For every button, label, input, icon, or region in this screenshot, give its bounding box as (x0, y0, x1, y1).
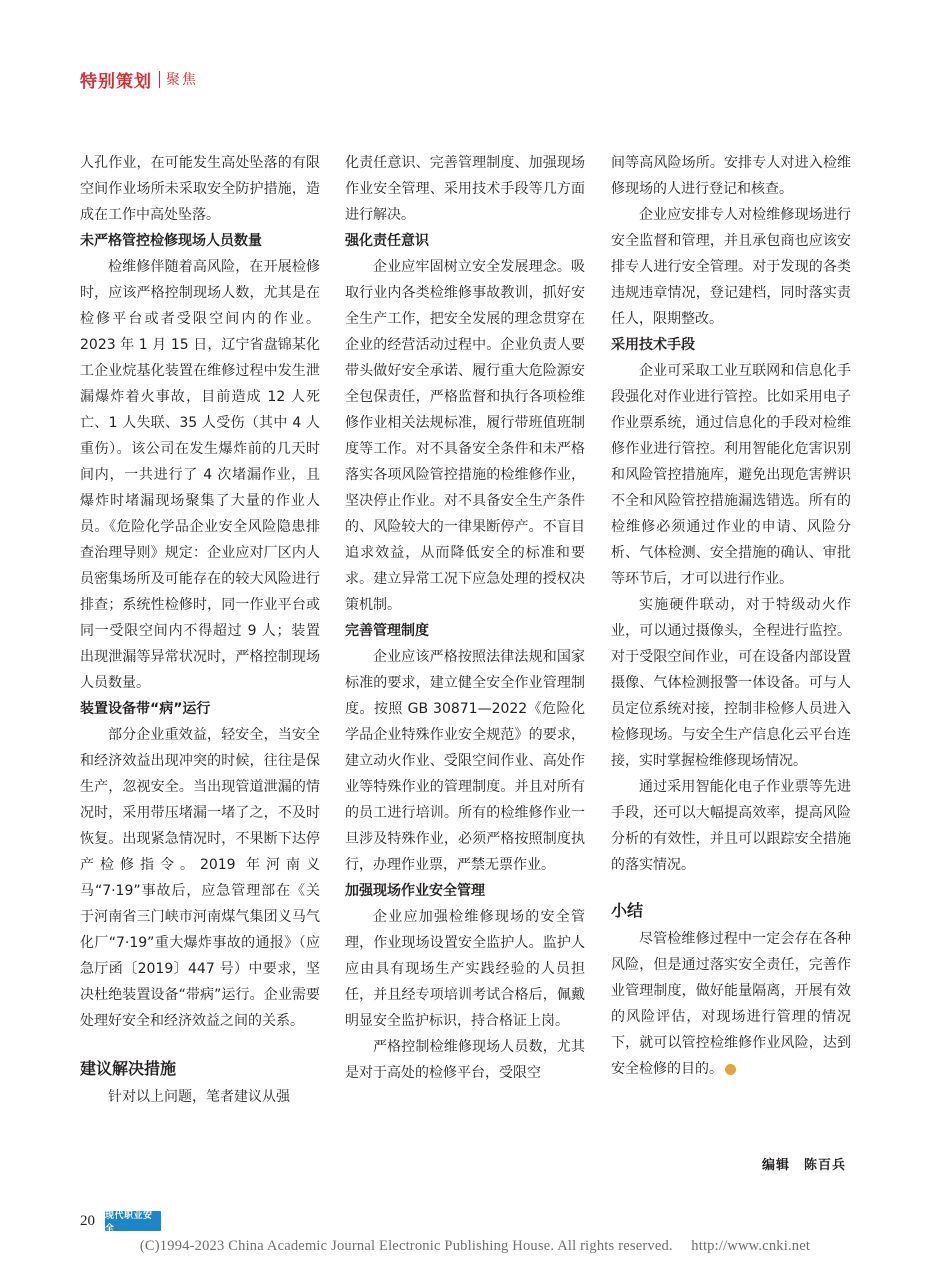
paragraph: 实施硬件联动，对于特级动火作业，可以通过摄像头，全程进行监控。对于受限空间作业，可在设备内部设置摄像、气体检测报警一体设备。可与人员定位系统对接，控制非检修人员进入检修现场。与安全生产信息化云平台连接，实时掌握检维修现场情况。 (611, 597, 851, 769)
paragraph: 间等高风险场所。安排专人对进入检维修现场的人进行登记和核查。 (611, 155, 851, 197)
header-divider (159, 71, 160, 88)
column-2 (345, 150, 585, 1086)
paragraph (611, 926, 851, 1082)
page-number: 20 (80, 1212, 95, 1229)
paragraph: 企业应该严格按照法律法规和国家标准的要求，建立健全安全作业管理制度。按照 GB 30871—2022《危险化学品企业特殊作业安全规范》的要求，建立动火作业、受限空间作业、高处作业等特殊作业的管理制度。并且对所有的员工进行培训。所有的检维修作业一旦涉及特殊作业，必须严格按照制度执行，办理作业票，严禁无票作业。 (345, 649, 585, 873)
copyright-line: (C)1994-2023 China Academic Journal Electronic Publishing House. All rights reserved. http://www.cnki.net (139, 1238, 811, 1254)
paragraph: 化责任意识、完善管理制度、加强现场作业安全管理、采用技术手段等几方面进行解决。 (345, 155, 585, 223)
end-mark-icon (725, 1064, 736, 1075)
subheading: 未严格管控检修现场人员数量 (80, 233, 262, 249)
paragraph: 通过采用智能化电子作业票等先进手段，还可以大幅提高效率，提高风险分析的有效性，并且可以跟踪安全措施的落实情况。 (611, 779, 851, 873)
paragraph: 企业应安排专人对检维修现场进行安全监督和管理，并且承包商也应该安排专人进行安全管理。对于发现的各类违规违章情况，登记建档，同时落实责任人，限期整改。 (611, 207, 851, 327)
section-heading: 小结 (611, 901, 644, 920)
column-1 (80, 150, 320, 1110)
paragraph: 企业应牢固树立安全发展理念。吸取行业内各类检维修事故教训，抓好安全生产工作，把安全发展的理念贯穿在企业的经营活动过程中。企业负责人要带头做好安全承诺、履行重大危险源安全包保责任，严格监督和执行各项检维修作业相关法规标准，履行带班值班制度等工作。对不具备安全条件和未严格落实各项风险管控措施的检维修作业，坚决停止作业。对不具备安全生产条件的、风险较大的一律果断停产。不盲目追求效益，从而降低安全的标准和要求。建立异常工况下应急处理的授权决策机制。 (345, 259, 585, 613)
subheading: 采用技术手段 (611, 337, 695, 353)
conclusion-text: 尽管检维修过程中一定会存在各种风险，但是通过落实安全责任，完善作业管理制度，做好能量隔离，开展有效的风险评估，对现场进行管理的情况下，就可以管控检维修作业风险，达到安全检修的目的。 (611, 931, 851, 1077)
subheading: 强化责任意识 (345, 233, 429, 249)
editor-credit: 编辑 陈百兵 (761, 1158, 846, 1173)
paragraph: 人孔作业，在可能发生高处坠落的有限空间作业场所未采取安全防护措施，造成在工作中高处坠落。 (80, 155, 320, 223)
subheading: 装置设备带“病”运行 (80, 701, 211, 717)
section-title: 特别策划 (80, 71, 152, 92)
paragraph: 检维修伴随着高风险，在开展检修时，应该严格控制现场人数，尤其是在检修平台或者受限空间内的作业。2023 年 1 月 15 日，辽宁省盘锦某化工企业烷基化装置在维修过程中发生泄漏爆炸着火事故，目前造成 12 人死亡、1 人失联、35 人受伤（其中 4 人重伤）。该公司在发生爆炸前的几天时间内，一共进行了 4 次堵漏作业，且爆炸时堵漏现场聚集了大量的作业人员。《危险化学品企业安全风险隐患排查治理导则》规定：企业应对厂区内人员密集场所及可能存在的较大风险进行排查；系统性检修时，同一作业平台或同一受限空间内不得超过 9 人；装置出现泄漏等异常状况时，严格控制现场人员数量。 (80, 259, 320, 691)
subheading: 加强现场作业安全管理 (345, 883, 485, 899)
page-header (80, 66, 198, 92)
page-footer (80, 1208, 161, 1234)
magazine-logo: 现代职业安全 (105, 1211, 161, 1231)
paragraph: 企业应加强检维修现场的安全管理，作业现场设置安全监护人。监护人应由具有现场生产实践经验的人员担任，并且经专项培训考试合格后，佩戴明显安全监护标识，持合格证上岗。 (345, 909, 585, 1029)
section-heading: 建议解决措施 (80, 1059, 177, 1078)
paragraph: 针对以上问题，笔者建议从强 (108, 1089, 290, 1105)
paragraph: 严格控制检维修现场人员数，尤其是对于高处的检修平台，受限空 (345, 1039, 585, 1081)
paragraph: 部分企业重效益，轻安全，当安全和经济效益出现冲突的时候，往往是保生产，忽视安全。当出现管道泄漏的情况时，采用带压堵漏一堵了之，不及时恢复。出现紧急情况时，不果断下达停产检修指令。2019 年河南义马“7·19”事故后，应急管理部在《关于河南省三门峡市河南煤气集团义马气化厂“7·19”重大爆炸事故的通报》（应急厅函〔2019〕447 号）中要求，坚决杜绝装置设备“带病”运行。企业需要处理好安全和经济效益之间的关系。 (80, 727, 320, 1029)
subsection-title: 聚焦 (166, 72, 198, 88)
paragraph: 企业可采取工业互联网和信息化手段强化对作业进行管控。比如采用电子作业票系统，通过信息化的手段对检维修作业进行管控。利用智能化危害识别和风险管控措施库，避免出现危害辨识不全和风险管控措施漏选错选。所有的检维修必须通过作业的申请、风险分析、气体检测、安全措施的确认、审批等环节后，才可以进行作业。 (611, 363, 851, 587)
column-3 (611, 150, 851, 1082)
subheading: 完善管理制度 (345, 623, 429, 639)
